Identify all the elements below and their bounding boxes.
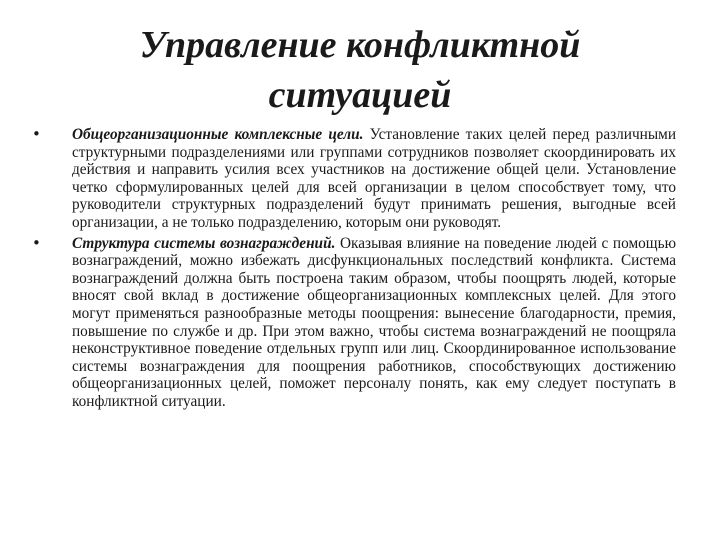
- bullet-item-goals: [28, 126, 676, 232]
- title-line-2: ситуацией: [268, 74, 452, 116]
- bullet-text: Установление таких целей перед различными структурными подразделениями или группами сотрудников позволяет скоординировать их действия и направить усилия всех участников на достижение общей цели. Установление четко сформулированных целей для всей организации в целом способствует тому, что руководители структурных подразделений будут принимать решения, выгодные всей организации, а не только подразделению, которым они руководят.: [72, 126, 677, 231]
- bullet-list: [28, 126, 676, 411]
- bullet-icon: •: [32, 233, 41, 252]
- bullet-text: Оказывая влияние на поведение людей с помощью вознаграждений, можно избежать дисфункциональных последствий конфликта. Система вознаграждений должна быть построена таким образом, чтобы поощрять людей, которые вносят свой вклад в достижение общеорганизационных комплексных целей. Для этого могут применяться разнообразные методы поощрения: вынесение благодарности, премия, повышение по службе и др. При этом важно, чтобы система вознаграждений не поощряла неконструктивное поведение отдельных групп или лиц. Скоординированное использование системы вознаграждения для поощрения работников, способствующих достижению общеорганизационных целей, поможет персоналу понять, как ему следует поступать в конфликтной ситуации.: [72, 234, 676, 410]
- bullet-term: Структура системы вознаграждений.: [72, 234, 336, 252]
- slide-title: [60, 20, 660, 120]
- bullet-icon: •: [32, 125, 41, 143]
- bullet-item-rewards: [28, 235, 676, 411]
- title-line-1: Управление конфликтной: [139, 24, 581, 66]
- bullet-term: Общеорганизационные комплексные цели.: [72, 126, 364, 143]
